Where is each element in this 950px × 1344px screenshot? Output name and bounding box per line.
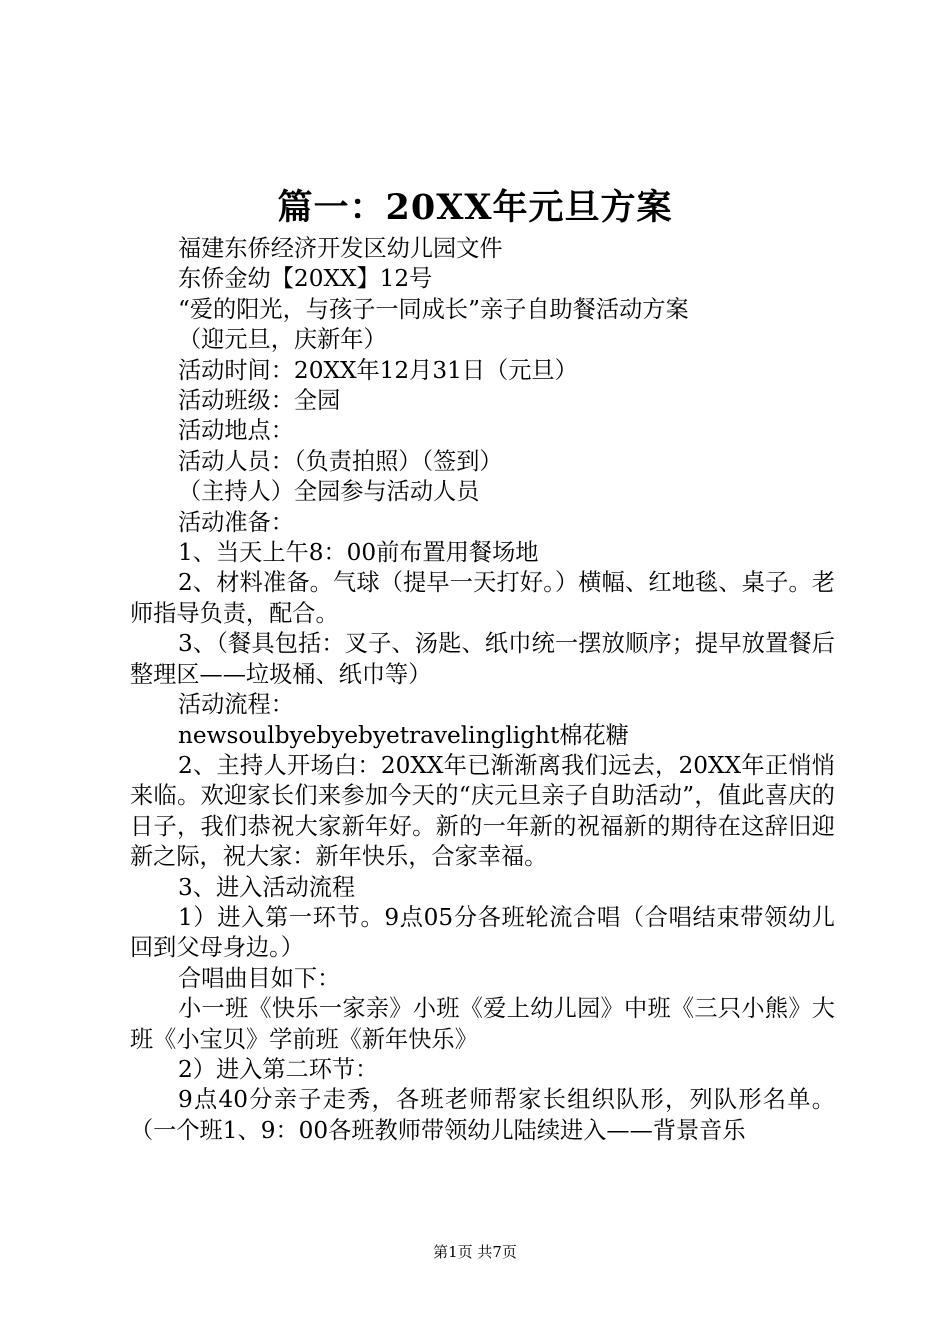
paragraph-activity-staff: 活动人员：（负责拍照）（签到） <box>178 447 503 475</box>
document-body <box>130 234 835 1146</box>
paragraph-opening-speech: 2、主持人开场白：20XX年已渐渐离我们远去，20XX年正悄悄来临。欢迎家长们来参加今天的“庆元旦亲子自助活动”，值此喜庆的日子，我们恭祝大家新年好。新的一年新的祝福新的期待在这辞旧迎新之际，祝大家：新年快乐，合家幸福。 <box>130 751 835 871</box>
paragraph-host: （主持人）全园参与活动人员 <box>178 478 480 506</box>
document-title: 篇一：20XX年元旦方案 <box>277 187 673 228</box>
paragraph-stage-1: 1）进入第一环节。9点05分各班轮流合唱（合唱结束带领幼儿回到父母身边。） <box>130 903 835 962</box>
paragraph-flow-enter: 3、进入活动流程 <box>178 873 356 901</box>
paragraph-songs-heading: 合唱曲目如下： <box>178 964 341 992</box>
paragraph-stage-2-detail: 9点40分亲子走秀，各班老师帮家长组织队形，列队形名单。（一个班1、9：00各班教师带领幼儿陆续进入——背景音乐 <box>130 1086 835 1144</box>
paragraph-prep-3: 3、（餐具包括：叉子、汤匙、纸巾统一摆放顺序；提早放置餐后整理区——垃圾桶、纸巾等） <box>130 630 835 688</box>
paragraph-stage-2: 2）进入第二环节： <box>178 1055 379 1083</box>
paragraph-activity-time: 活动时间：20XX年12月31日（元旦） <box>178 356 578 384</box>
paragraph-flow-heading: 活动流程： <box>178 691 294 719</box>
paragraph-subtitle: （迎元旦，庆新年） <box>178 326 387 354</box>
paragraph-issuer: 福建东侨经济开发区幼儿园文件 <box>178 235 503 262</box>
paragraph-songs-list: 小一班《快乐一家亲》小班《爱上幼儿园》中班《三只小熊》大班《小宝贝》学前班《新年快乐》 <box>130 995 835 1053</box>
page-footer: 第1页 共7页 <box>433 1243 517 1261</box>
paragraph-activity-location: 活动地点： <box>178 417 294 445</box>
paragraph-activity-class: 活动班级：全园 <box>178 387 341 415</box>
paragraph-prep-2: 2、材料准备。气球（提早一天打好。）横幅、红地毯、桌子。老师指导负责，配合。 <box>130 569 835 627</box>
paragraph-prep-1: 1、当天上午8：00前布置用餐场地 <box>178 539 539 567</box>
paragraph-preparation-heading: 活动准备： <box>178 508 294 536</box>
paragraph-plan-title: “爱的阳光，与孩子一同成长”亲子自助餐活动方案 <box>178 295 689 323</box>
paragraph-doc-number: 东侨金幼【20XX】12号 <box>178 265 433 293</box>
paragraph-music: newsoulbyebyebyetravelinglight棉花糖 <box>178 721 629 749</box>
